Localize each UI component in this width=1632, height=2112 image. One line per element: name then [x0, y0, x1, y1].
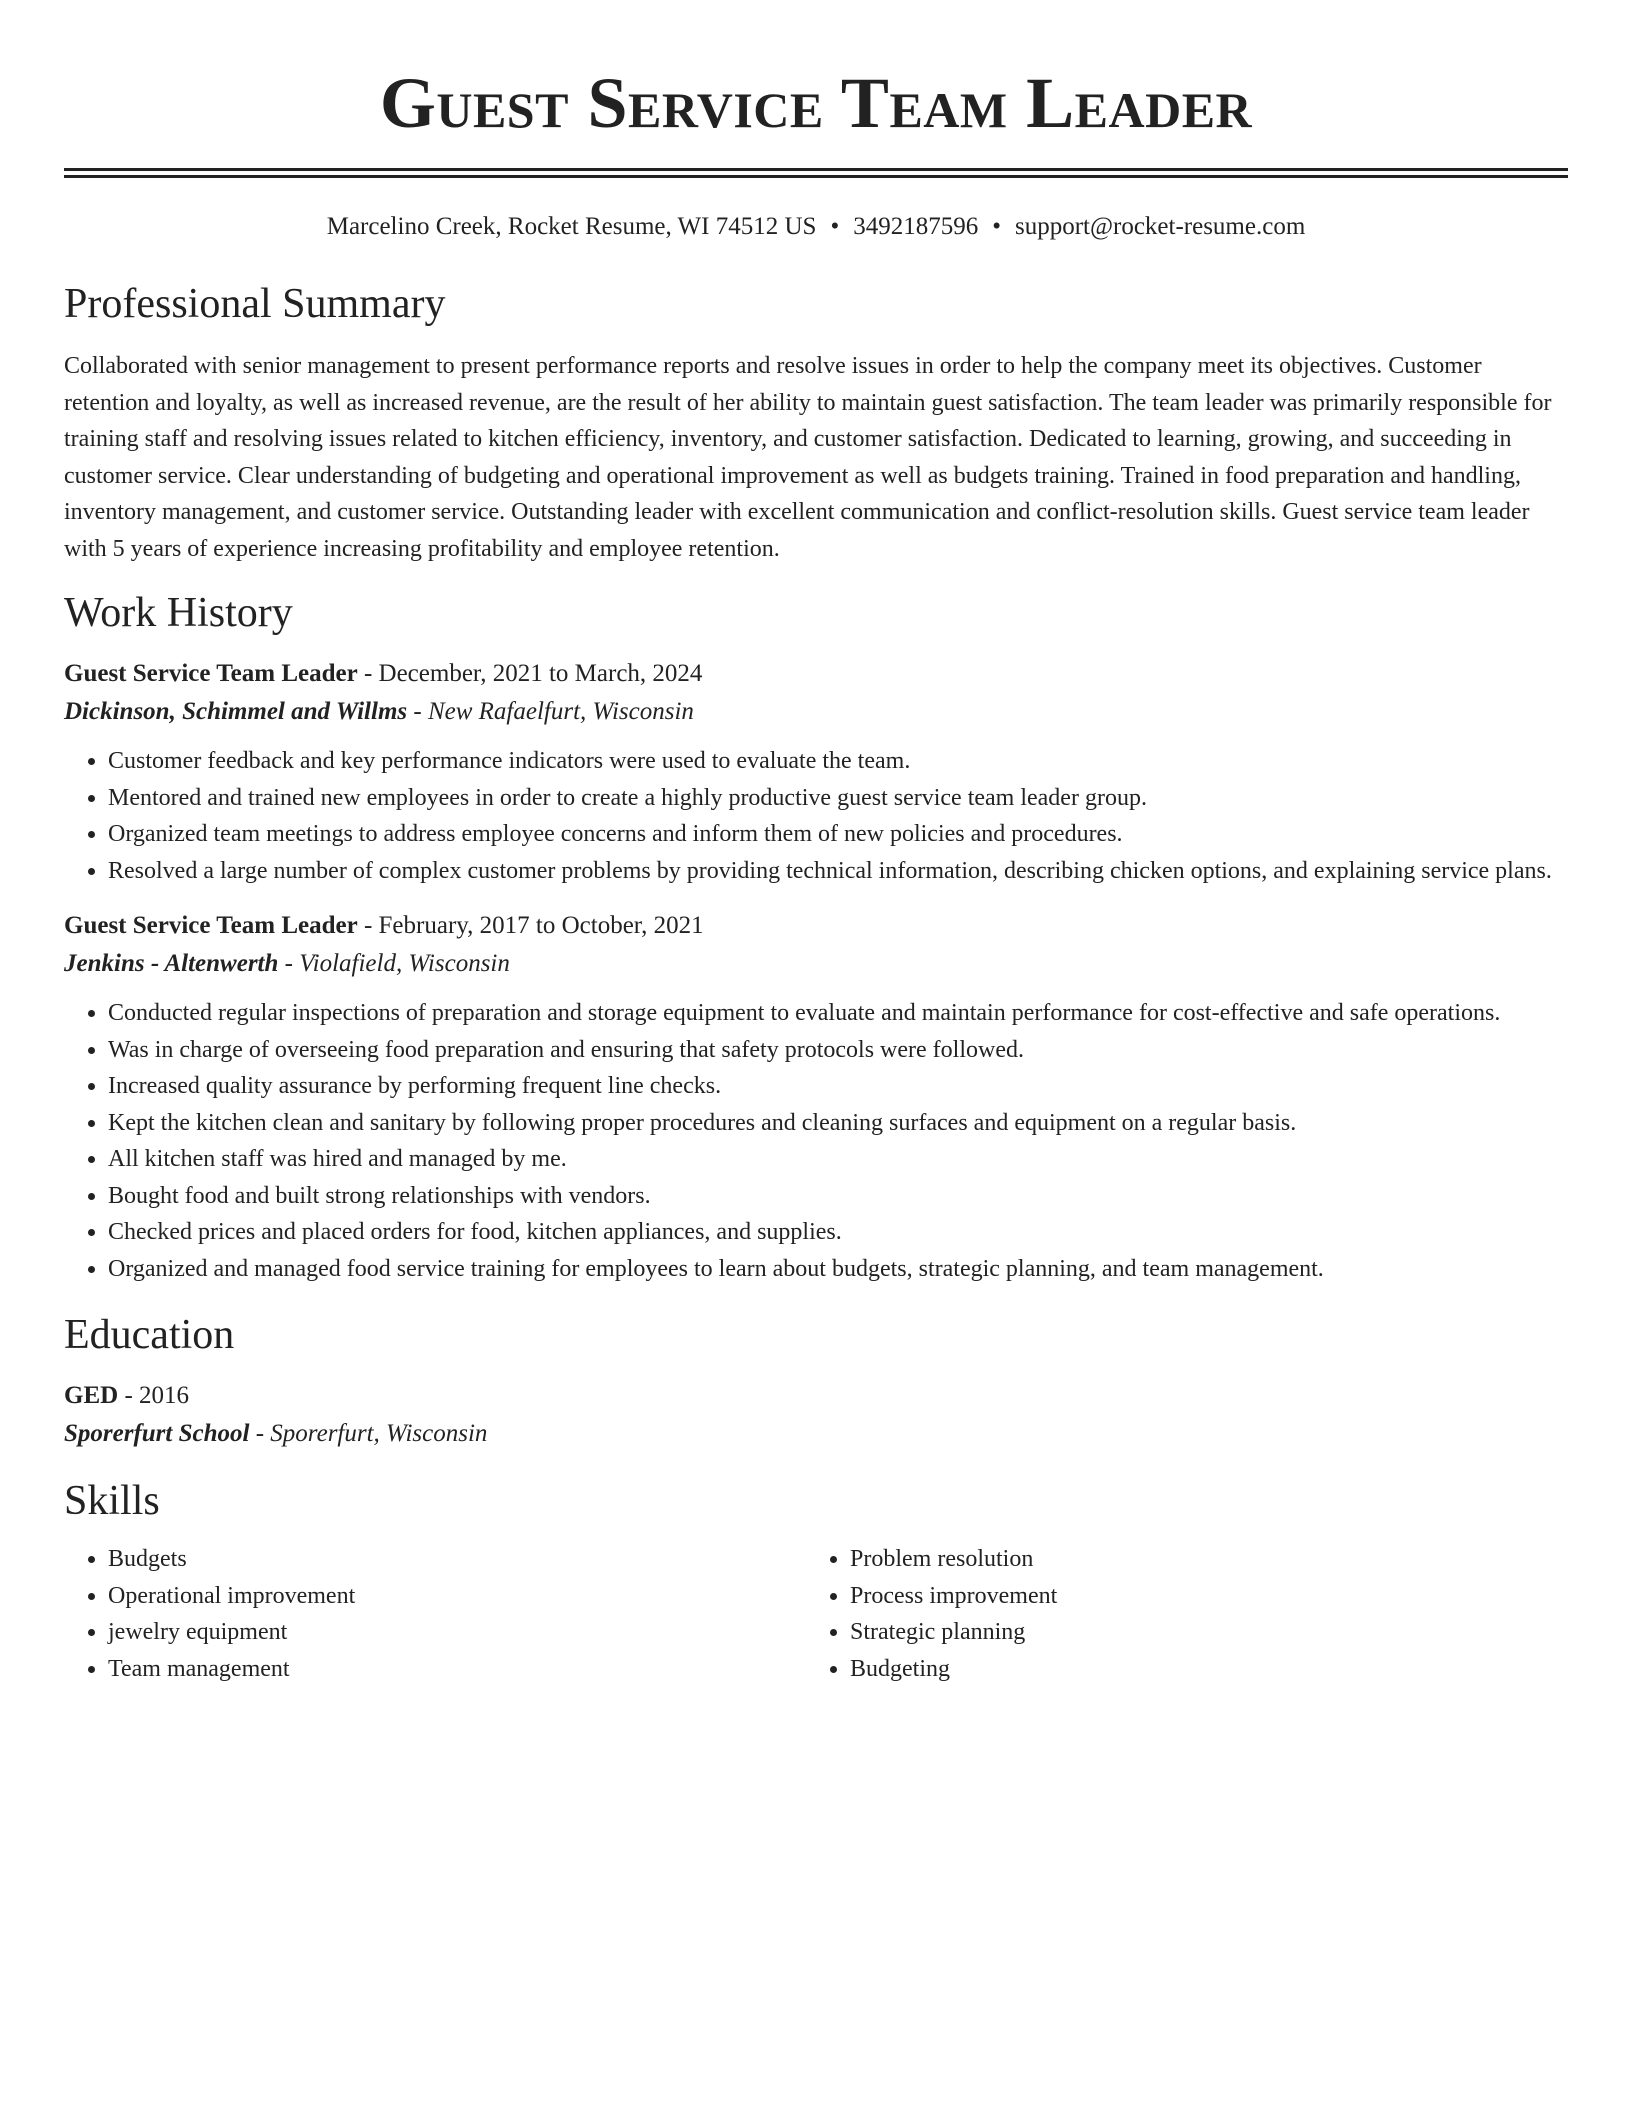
- job-bullet: • Mentored and trained new employees in order to create a highly productive guest service team leader group.: [108, 780, 1568, 817]
- resume-page: [64, 0, 1568, 1687]
- skills-column-right: [806, 1541, 1548, 1687]
- education-degree-line: [64, 1377, 1568, 1415]
- header-divider-bottom: [64, 175, 1568, 178]
- job-bullet: • Conducted regular inspections of preparation and storage equipment to evaluate and maintain performance for cost-effective and safe operations.: [108, 995, 1568, 1032]
- resume-name-title: Guest Service Team Leader: [379, 63, 1253, 143]
- job-dates: - December, 2021 to March, 2024: [357, 660, 703, 687]
- job-company: Jenkins - Altenwerth: [64, 950, 279, 977]
- skill-item: • Problem resolution: [850, 1541, 1548, 1578]
- job-bullet: • Organized team meetings to address employee concerns and inform them of new policies and procedures.: [108, 816, 1568, 853]
- job-title-line: [64, 655, 1568, 693]
- job-location: - Violafield, Wisconsin: [278, 950, 510, 977]
- skills-column-left: [64, 1541, 806, 1687]
- education-heading: Education: [64, 1312, 235, 1358]
- job-bullets: [64, 743, 1568, 889]
- job-role: Guest Service Team Leader: [64, 660, 358, 687]
- job-bullet: • Checked prices and placed orders for food, kitchen appliances, and supplies.: [108, 1214, 1568, 1251]
- job-role: Guest Service Team Leader: [64, 912, 358, 939]
- education-degree: GED: [64, 1382, 119, 1409]
- job-company-line: [64, 945, 1568, 983]
- education-school: Sporerfurt School: [64, 1420, 250, 1447]
- job-dates: - February, 2017 to October, 2021: [357, 912, 704, 939]
- job-bullet: • All kitchen staff was hired and managed by me.: [108, 1141, 1568, 1178]
- job-bullet: • Increased quality assurance by performing frequent line checks.: [108, 1068, 1568, 1105]
- skill-item: • Budgets: [108, 1541, 806, 1578]
- job-entry: [64, 655, 1568, 889]
- job-bullet: • Was in charge of overseeing food preparation and ensuring that safety protocols were followed.: [108, 1032, 1568, 1069]
- job-bullet: • Kept the kitchen clean and sanitary by following proper procedures and cleaning surfaces and equipment on a regular basis.: [108, 1105, 1568, 1142]
- summary-text: Collaborated with senior management to present performance reports and resolve issues in order to help the company meet its objectives. Customer retention and loyalty, as well as increased revenue, are the result of her ability to maintain guest satisfaction. The team leader was primarily responsible for training staff and resolving issues related to kitchen efficiency, inventory, and customer satisfaction. Dedicated to learning, growing, and succeeding in customer service. Clear understanding of budgeting and operational improvement as well as budgets training. Trained in food preparation and handling, inventory management, and customer service. Outstanding leader with excellent communication and conflict-resolution skills. Guest service team leader with 5 years of experience increasing profitability and employee retention.: [64, 353, 1552, 562]
- job-bullets: [64, 995, 1568, 1287]
- education-year: - 2016: [118, 1382, 190, 1409]
- contact-separator: •: [992, 213, 1001, 240]
- skill-item: • Strategic planning: [850, 1614, 1548, 1651]
- skill-item: • Team management: [108, 1651, 806, 1688]
- contact-email: support@rocket-resume.com: [1014, 213, 1306, 240]
- job-bullet: • Resolved a large number of complex customer problems by providing technical information, describing chicken options, and explaining service plans.: [108, 853, 1568, 890]
- skill-item: • jewelry equipment: [108, 1614, 806, 1651]
- job-company: Dickinson, Schimmel and Willms: [64, 698, 408, 725]
- job-entry: [64, 907, 1568, 1287]
- summary-heading: Professional Summary: [64, 281, 446, 327]
- skill-item: • Process improvement: [850, 1578, 1548, 1615]
- contact-separator: •: [830, 213, 840, 240]
- job-bullet: • Organized and managed food service training for employees to learn about budgets, strategic planning, and team management.: [108, 1251, 1568, 1288]
- skills-heading: Skills: [64, 1478, 160, 1524]
- contact-line: [64, 210, 1568, 244]
- skills-grid: [64, 1541, 1568, 1687]
- work-history-heading: Work History: [64, 590, 293, 636]
- job-location: - New Rafaelfurt, Wisconsin: [407, 698, 694, 725]
- header-divider-top: [64, 168, 1568, 171]
- job-bullet: • Bought food and built strong relationships with vendors.: [108, 1178, 1568, 1215]
- education-school-line: [64, 1415, 1568, 1453]
- contact-address: Marcelino Creek, Rocket Resume, WI 74512 US: [326, 213, 817, 240]
- skill-item: • Operational improvement: [108, 1578, 806, 1615]
- education-location: - Sporerfurt, Wisconsin: [249, 1420, 488, 1447]
- skill-item: • Budgeting: [850, 1651, 1548, 1688]
- job-company-line: [64, 693, 1568, 731]
- job-title-line: [64, 907, 1568, 945]
- contact-phone: 3492187596: [853, 213, 979, 240]
- job-bullet: • Customer feedback and key performance indicators were used to evaluate the team.: [108, 743, 1568, 780]
